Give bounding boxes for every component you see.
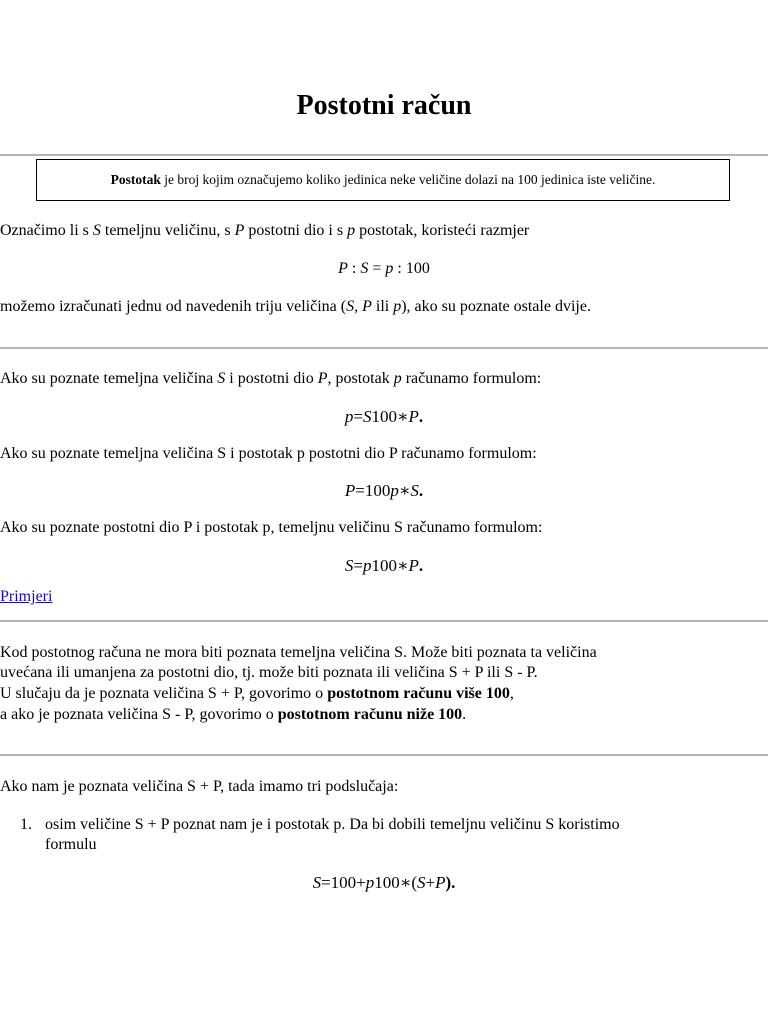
definition-text: je broj kojim označujemo koliko jedinica neke veličine dolazi na 100 jedinica iste veličine. xyxy=(160,172,656,187)
divider xyxy=(0,754,768,756)
subcases-intro: Ako nam je poznata veličina S + P, tada imamo tri podslučaja: xyxy=(0,778,399,795)
formula-3-text: Ako su poznate postotni dio P i postotak p, temeljnu veličinu S računamo formulom: xyxy=(0,519,543,536)
formula-1-text: Ako su poznate temeljna veličina S i postotni dio P, postotak p računamo formulom: xyxy=(0,370,542,387)
divider xyxy=(0,154,768,156)
ratio-formula: P : S = p : 100 xyxy=(338,260,430,277)
list-item xyxy=(45,815,755,855)
examples-link[interactable]: Primjeri xyxy=(0,588,53,605)
formula-1: p=S100∗P. xyxy=(344,407,424,426)
above-below-line-4: a ako je poznata veličina S - P, govorimo o postotnom računu niže 100. xyxy=(0,706,467,723)
above-below-line-1: Kod postotnog računa ne mora biti poznata temeljna veličina S. Može biti poznata ta veličina xyxy=(0,644,597,661)
intro-paragraph-2: možemo izračunati jednu od navedenih triju veličina (S, P ili p), ako su poznate ostale dvije. xyxy=(0,298,591,315)
list-item-line-2: formulu xyxy=(45,836,97,853)
formula-4: S=100+p100∗(S+P). xyxy=(312,873,456,892)
definition-term: Postotak xyxy=(110,172,161,187)
divider xyxy=(0,620,768,622)
formula-2: P=100p∗S. xyxy=(344,481,424,500)
divider xyxy=(0,347,768,349)
page-title: Postotni račun xyxy=(296,90,472,121)
formula-3: S=p100∗P. xyxy=(344,556,424,575)
above-below-line-3: U slučaju da je poznata veličina S + P, govorimo o postotnom računu više 100, xyxy=(0,685,514,702)
above-below-line-2: uvećana ili umanjena za postotni dio, tj. može biti poznata ili veličina S + P ili S - P. xyxy=(0,664,538,681)
formula-2-text: Ako su poznate temeljna veličina S i postotak p postotni dio P računamo formulom: xyxy=(0,445,537,462)
intro-paragraph: Označimo li s S temeljnu veličinu, s P postotni dio i s p postotak, koristeći razmjer xyxy=(0,222,530,239)
list-item-line-1: osim veličine S + P poznat nam je i postotak p. Da bi dobili temeljnu veličinu S koristimo xyxy=(45,816,620,833)
definition-box xyxy=(36,159,730,201)
list-item-number: 1. xyxy=(20,816,32,833)
